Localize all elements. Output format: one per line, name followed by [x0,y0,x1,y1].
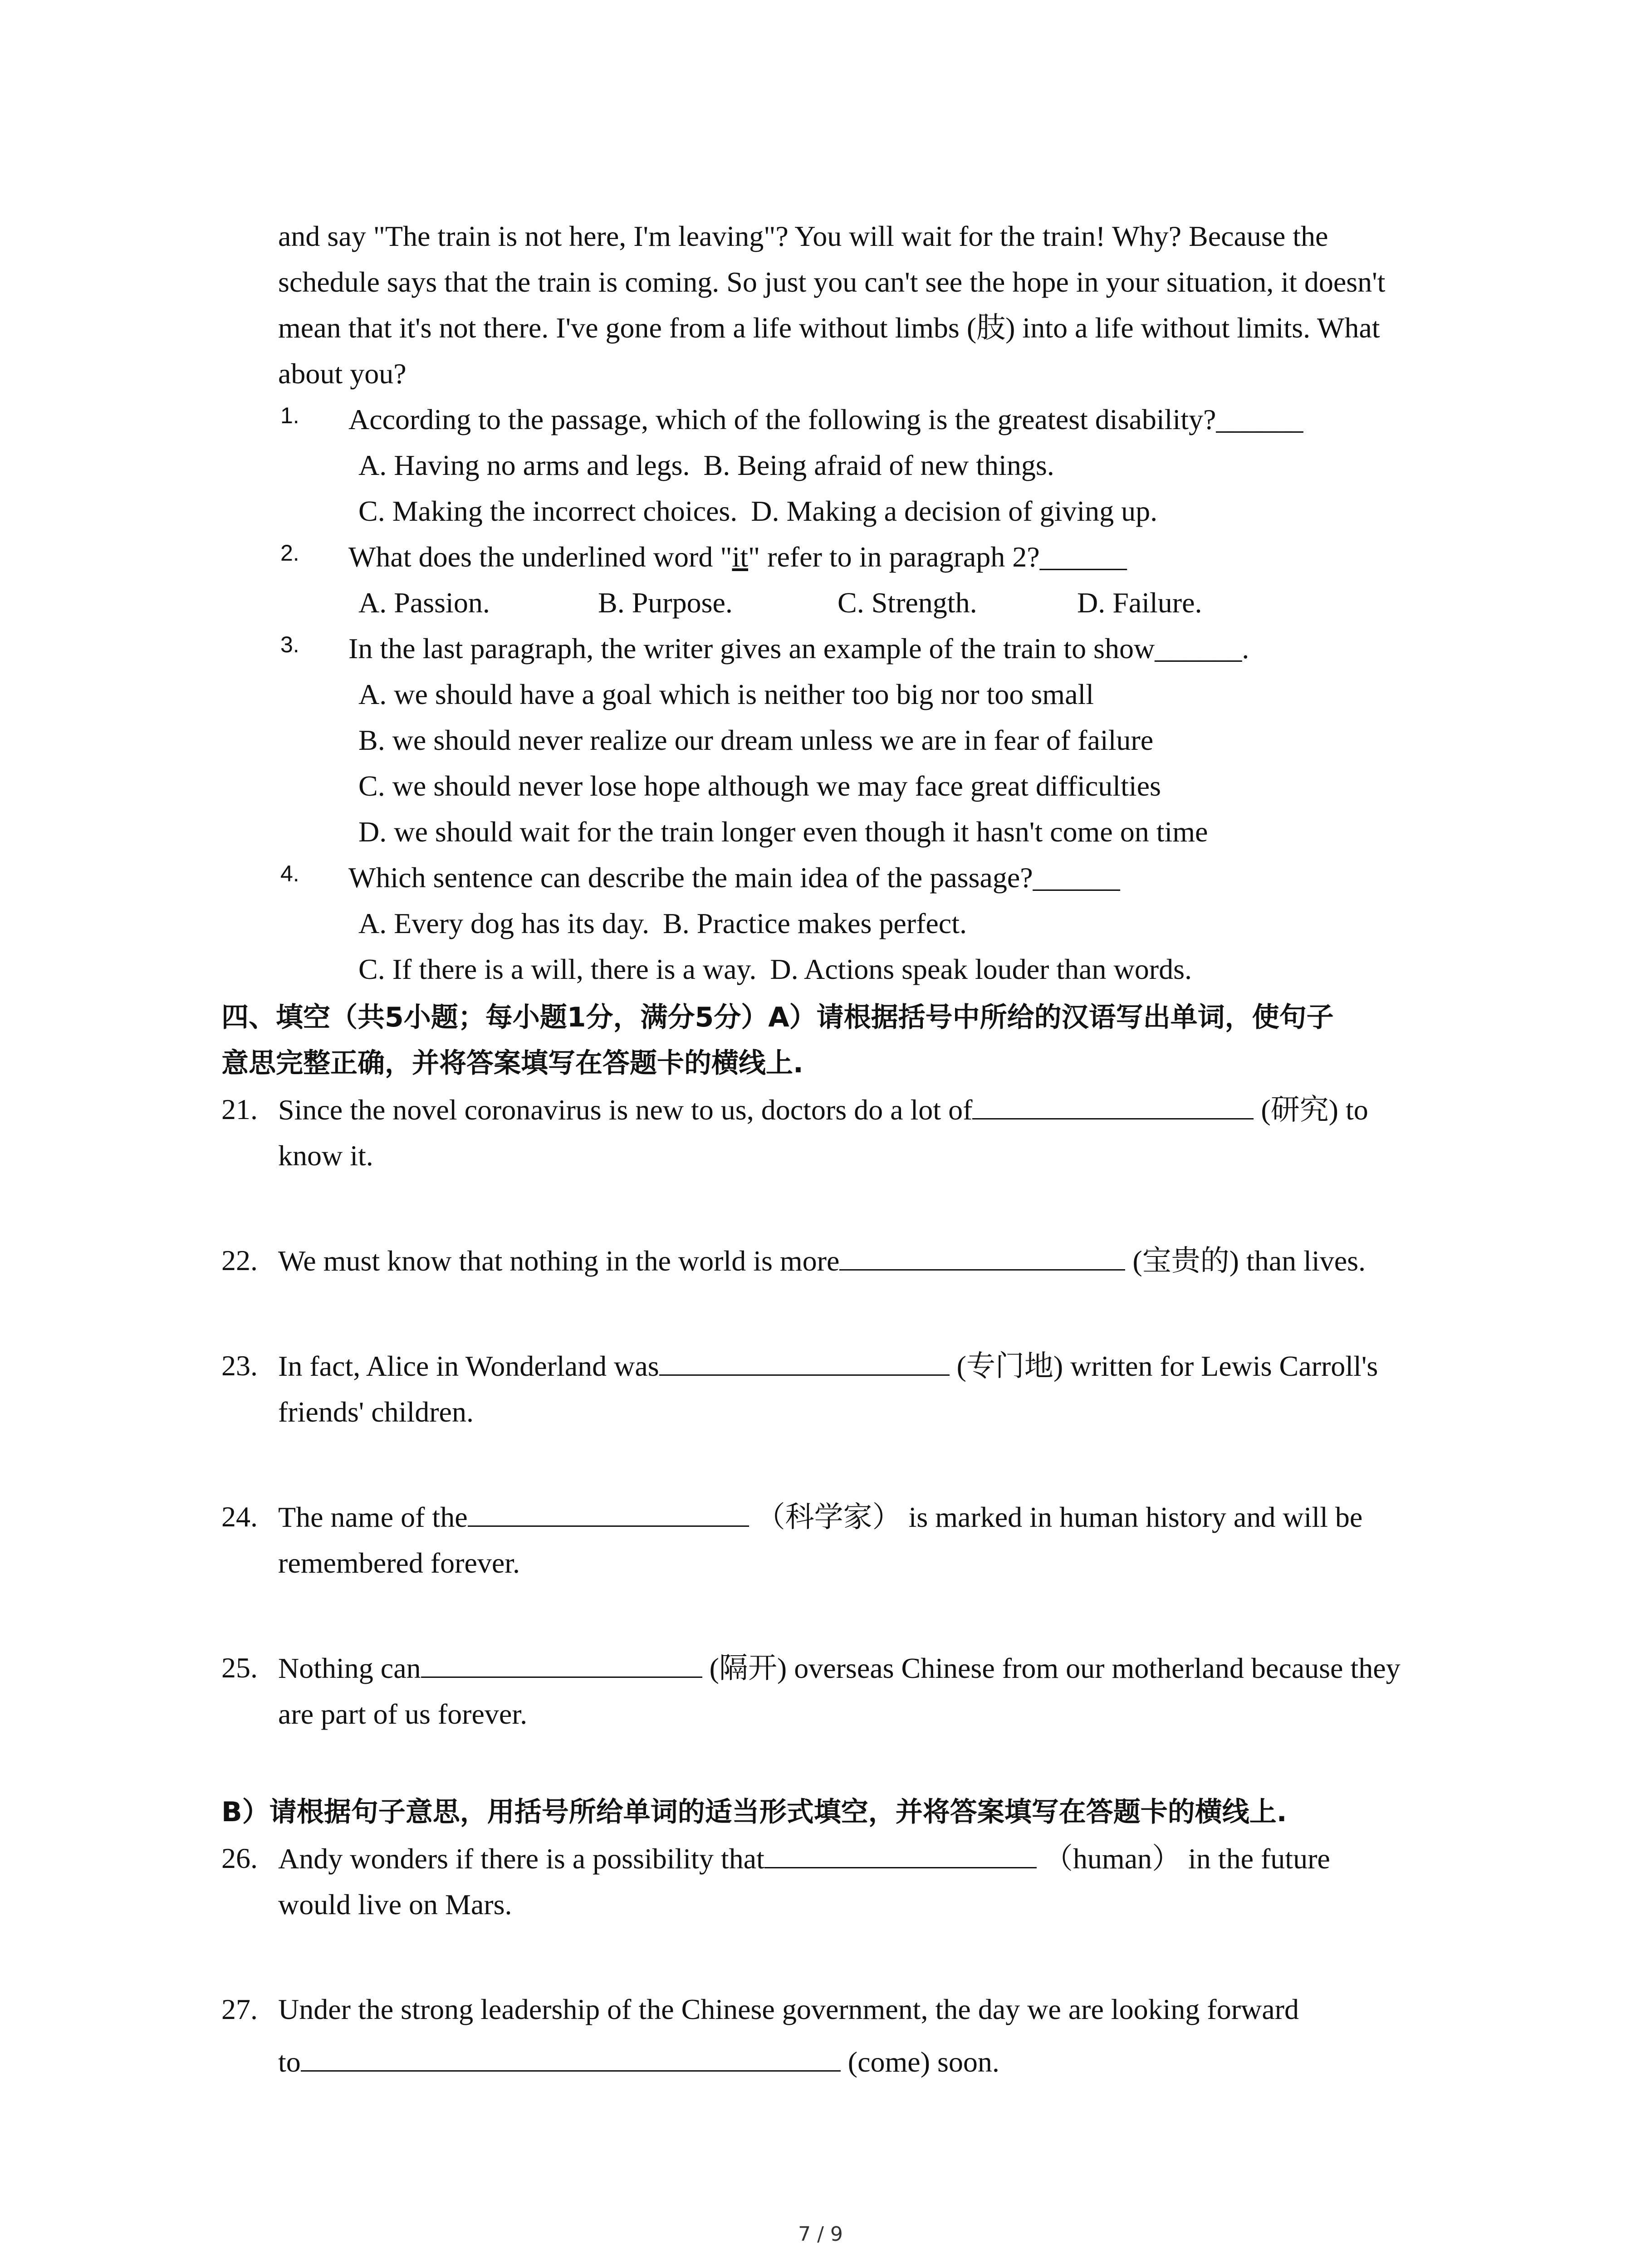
option-d: D. Failure. [1077,587,1202,619]
sentence-start: In fact, Alice in Wonderland was [278,1350,659,1382]
passage-line: mean that it's not there. I've gone from a life without limbs (肢) into a life without limits. What [278,312,1380,344]
option-d: D. Making a decision of giving up. [751,495,1158,527]
sentence-continuation: know it. [278,1139,373,1172]
answer-blank[interactable] [659,1343,950,1376]
fill-question-24 [221,1494,1458,1586]
passage-line: and say "The train is not here, I'm leaving"? You will wait for the train! Why? Because the [278,220,1328,252]
underlined-word: it [732,541,748,573]
answer-blank[interactable] [301,2038,841,2072]
option-row [221,488,1455,534]
passage-paragraph [221,213,1455,396]
sentence-continuation: would live on Mars. [278,1888,512,1921]
option-c: C. Making the incorrect choices. [358,495,738,527]
sentence-continuation: to [278,2046,301,2078]
question-2 [221,534,1455,580]
option-b: B. Purpose. [598,587,733,619]
fill-question-23 [221,1343,1458,1435]
answer-blank[interactable] [764,1835,1037,1868]
option-d: D. Actions speak louder than words. [770,953,1192,985]
fill-question-26 [221,1835,1458,1927]
question-4 [221,855,1455,900]
option-c: C. If there is a will, there is a way. [358,953,757,985]
sentence-start: We must know that nothing in the world is more [278,1245,840,1277]
passage-line: about you? [278,357,407,390]
question-number: 26. [221,1842,258,1874]
word-hint: （human） in the future [1036,1843,1330,1875]
page-number: 7 / 9 [798,2223,843,2246]
question-number: 23. [221,1349,258,1382]
answer-blank[interactable] [972,1086,1254,1119]
question-number: 25. [221,1652,258,1684]
option-a: A. Having no arms and legs. [358,449,690,481]
word-hint: (宝贵的) than lives. [1125,1245,1366,1277]
sentence-start: Under the strong leadership of the Chinese government, the day we are looking forward [278,1993,1299,2025]
option-row [221,580,1455,626]
option-c: C. Strength. [838,587,977,619]
option-a: A. Passion. [358,587,490,619]
sentence-continuation: are part of us forever. [278,1698,528,1730]
option-d: D. we should wait for the train longer even though it hasn't come on time [358,816,1208,848]
fill-question-27 [221,1986,1458,2085]
question-stem: In the last paragraph, the writer gives an example of the train to show______. [348,632,1249,665]
question-number: 3. [280,632,299,657]
question-stem-end: " refer to in paragraph 2?______ [748,541,1127,573]
option-row [221,442,1455,488]
question-number: 24. [221,1501,258,1533]
sentence-continuation: friends' children. [278,1396,474,1428]
answer-blank[interactable] [421,1645,702,1678]
word-hint: (研究) to [1254,1094,1368,1126]
question-3 [221,626,1455,671]
option-c: C. we should never lose hope although we may face great difficulties [358,770,1161,802]
sentence-start: Since the novel coronavirus is new to us, doctors do a lot of [278,1094,973,1126]
sentence-continuation: remembered forever. [278,1547,520,1579]
option-b: B. Being afraid of new things. [703,449,1054,481]
sentence-start: The name of the [278,1501,468,1533]
section-b-heading: B）请根据句子意思，用括号所给单词的适当形式填空，并将答案填写在答题卡的横线上. [221,1796,1287,1828]
option-a: A. Every dog has its day. [358,907,650,939]
option-b: B. we should never realize our dream unless we are in fear of failure [358,724,1154,756]
question-number: 21. [221,1093,258,1125]
word-hint: (专门地) written for Lewis Carroll's [949,1350,1378,1382]
option-a: A. we should have a goal which is neither too big nor too small [358,678,1094,710]
option-b: B. Practice makes perfect. [663,907,967,939]
option-row [221,946,1455,992]
option-row [221,900,1455,946]
sentence-start: Andy wonders if there is a possibility that [278,1843,764,1875]
fill-question-21 [221,1086,1458,1178]
question-number: 22. [221,1244,258,1276]
question-number: 1. [280,403,299,428]
word-hint: （科学家） is marked in human history and will be [749,1501,1363,1533]
fill-question-22 [221,1237,1458,1284]
section-heading-line: 四、填空（共5小题；每小题1分，满分5分）A）请根据括号中所给的汉语写出单词，使句子 [221,1002,1334,1033]
question-stem: Which sentence can describe the main idea of the passage?______ [348,861,1120,894]
page-content [221,213,1455,2085]
question-stem-start: What does the underlined word " [348,541,732,573]
answer-blank[interactable] [468,1494,749,1527]
passage-line: schedule says that the train is coming. So just you can't see the hope in your situation, it doesn't [278,266,1386,298]
question-number: 4. [280,861,299,886]
section-heading [221,995,1455,1086]
question-number: 2. [280,540,299,566]
word-hint: (come) soon. [840,2046,999,2078]
question-1 [221,396,1455,442]
fill-question-25 [221,1645,1458,1737]
word-hint: (隔开) overseas Chinese from our motherland because they [702,1652,1401,1684]
question-stem: According to the passage, which of the following is the greatest disability?______ [348,403,1303,435]
sentence-start: Nothing can [278,1652,421,1684]
section-heading-line: 意思完整正确，并将答案填写在答题卡的横线上. [221,1047,803,1079]
answer-blank[interactable] [839,1237,1125,1271]
question-number: 27. [221,1993,258,2025]
